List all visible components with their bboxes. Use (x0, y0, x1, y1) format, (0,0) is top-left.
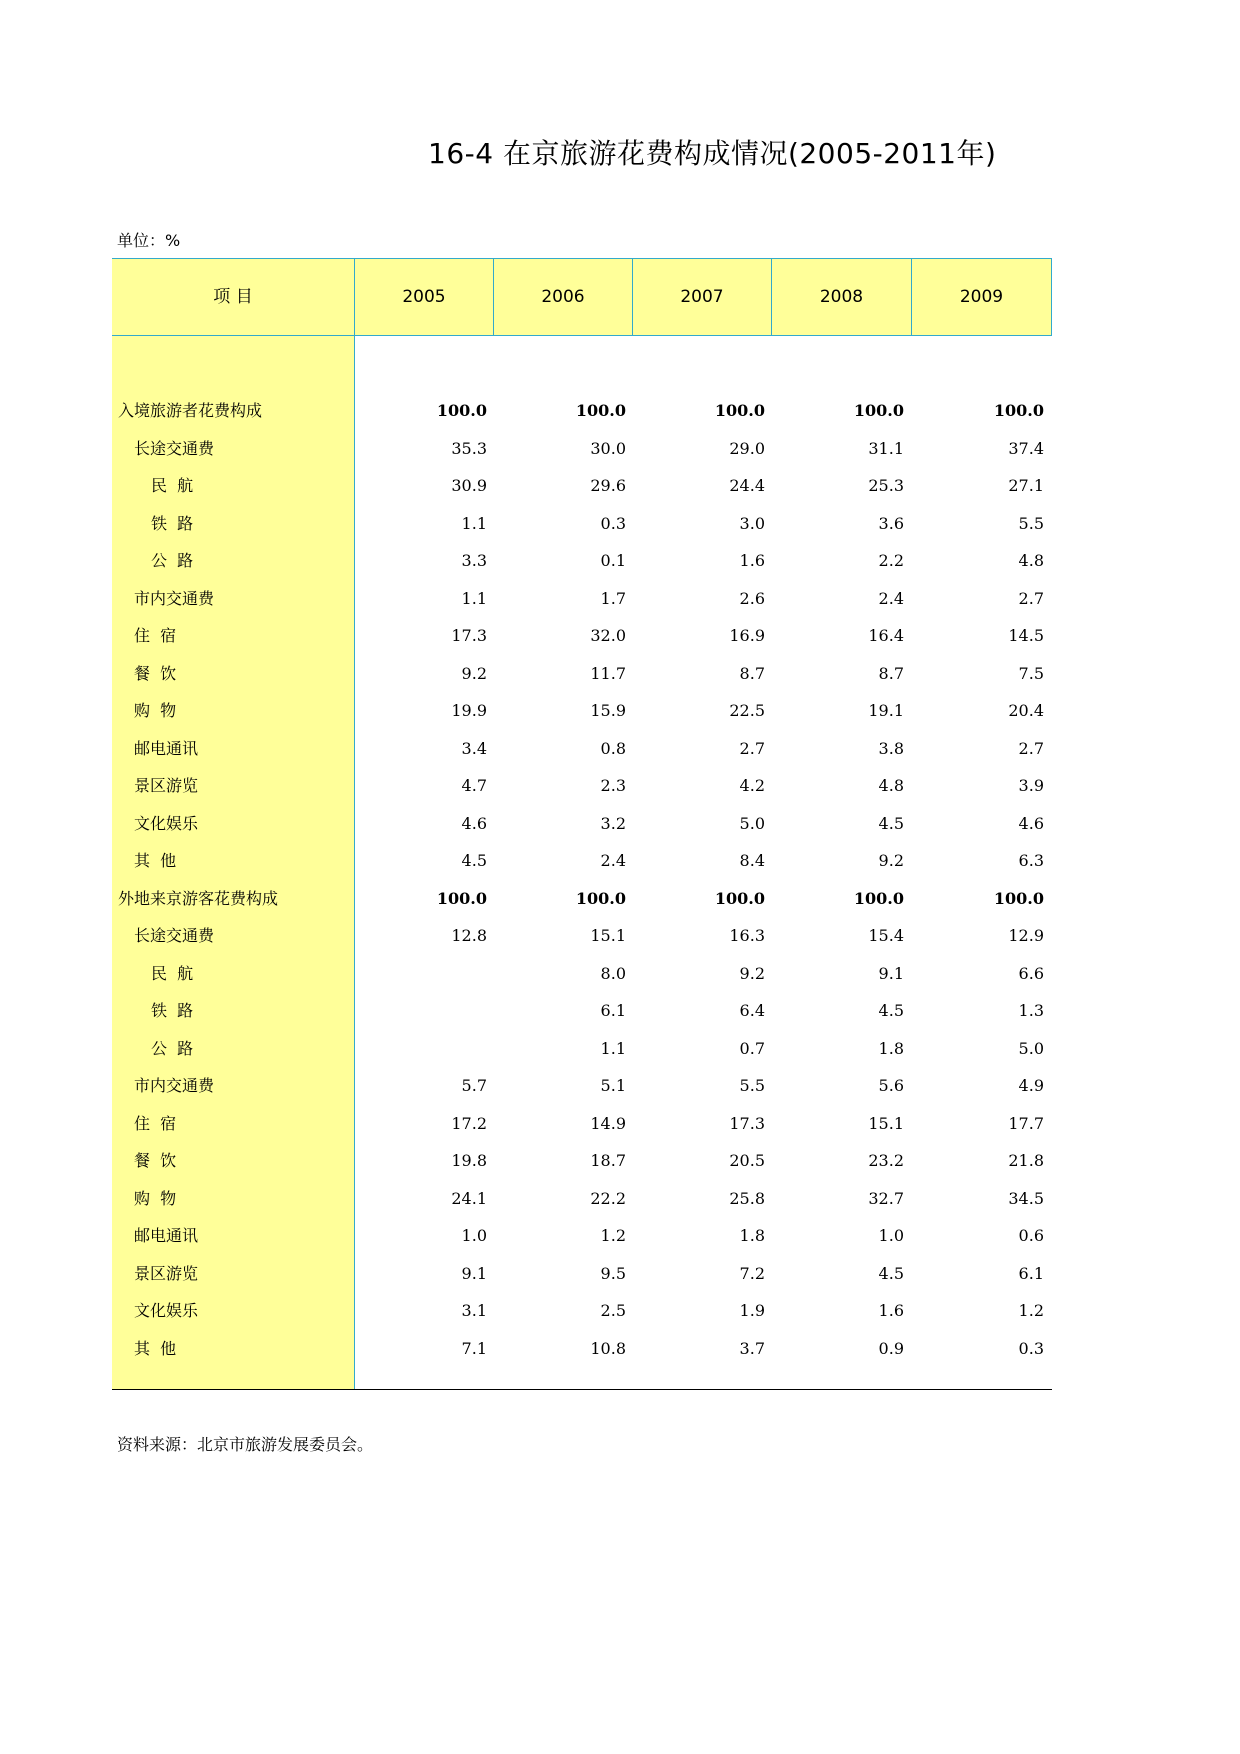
cell-2008: 19.1 (868, 701, 904, 720)
cell-2006: 2.4 (600, 851, 626, 870)
cell-2006: 1.1 (600, 1038, 626, 1058)
cell-2005: 4.5 (461, 851, 487, 870)
cell-2008: 16.4 (868, 626, 904, 645)
header-year-2006: 2006 (493, 259, 632, 335)
cell-2009: 34.5 (1008, 1188, 1044, 1208)
cell-2008: 0.9 (878, 1338, 904, 1358)
cell-2006: 0.8 (600, 738, 626, 758)
cell-2007: 16.9 (729, 626, 765, 645)
header-item: 项 目 (213, 287, 253, 307)
cell-2007: 4.2 (739, 776, 765, 795)
cell-2007: 25.8 (729, 1188, 765, 1208)
cell-2006: 10.8 (590, 1338, 626, 1358)
row-label: 民 航 (151, 963, 194, 983)
cell-2009: 21.8 (1008, 1151, 1044, 1170)
header-year-2005: 2005 (354, 259, 493, 335)
row-label: 餐 饮 (134, 1151, 177, 1170)
row-label: 其 他 (134, 851, 177, 870)
cell-2009: 3.9 (1018, 776, 1044, 795)
page-title: 16-4 在京旅游花费构成情况(2005-2011年) (428, 137, 997, 170)
cell-2008: 100.0 (853, 888, 904, 908)
row-label: 住 宿 (134, 626, 177, 645)
cell-2008: 4.5 (878, 1001, 904, 1020)
cell-2005: 9.1 (461, 1263, 487, 1283)
cell-2009: 14.5 (1008, 626, 1044, 645)
row-label: 购 物 (134, 1188, 177, 1208)
unit-label: 单位：% (117, 231, 181, 250)
cell-2008: 31.1 (868, 438, 904, 458)
table-row (112, 1255, 1052, 1292)
cell-2007: 29.0 (729, 438, 765, 458)
cell-2007: 8.7 (739, 663, 765, 683)
cell-2009: 0.3 (1018, 1338, 1044, 1358)
cell-2008: 4.5 (878, 1263, 904, 1283)
table-row (112, 430, 1052, 467)
cell-2007: 9.2 (739, 963, 765, 983)
cell-2009: 2.7 (1018, 588, 1044, 608)
cell-2008: 2.4 (878, 588, 904, 608)
row-label: 长途交通费 (134, 926, 215, 945)
table-row (112, 467, 1052, 504)
cell-2007: 8.4 (739, 851, 765, 870)
cell-2005: 17.2 (451, 1113, 487, 1133)
cell-2006: 6.1 (600, 1001, 626, 1020)
cell-2009: 20.4 (1008, 701, 1044, 720)
cell-2006: 22.2 (590, 1188, 626, 1208)
cell-2008: 100.0 (853, 401, 904, 420)
cell-2005: 1.0 (461, 1226, 487, 1245)
cell-2005: 4.6 (461, 813, 487, 833)
cell-2005: 100.0 (436, 401, 487, 420)
cell-2007: 1.6 (739, 551, 765, 570)
cell-2006: 14.9 (590, 1113, 626, 1133)
cell-2007: 1.9 (739, 1301, 765, 1320)
cell-2009: 17.7 (1008, 1113, 1044, 1133)
table-row (112, 692, 1052, 729)
cell-2005: 17.3 (451, 626, 487, 645)
cell-2007: 3.7 (739, 1338, 765, 1358)
cell-2006: 15.9 (590, 701, 626, 720)
table-row (112, 730, 1052, 767)
cell-2007: 7.2 (739, 1263, 765, 1283)
cell-2008: 9.1 (878, 963, 904, 983)
cell-2006: 100.0 (575, 888, 626, 908)
cell-2006: 0.3 (600, 513, 626, 533)
cell-2005: 12.8 (451, 926, 487, 945)
cell-2005: 100.0 (436, 888, 487, 908)
cell-2008: 9.2 (878, 851, 904, 870)
cell-2008: 32.7 (868, 1188, 904, 1208)
cell-2006: 0.1 (600, 551, 626, 570)
row-label: 住 宿 (134, 1113, 177, 1133)
cell-2007: 24.4 (729, 476, 765, 495)
cell-2007: 16.3 (729, 926, 765, 945)
cell-2006: 8.0 (600, 963, 626, 983)
cell-2006: 2.5 (600, 1301, 626, 1320)
cell-2006: 3.2 (600, 813, 626, 833)
cell-2009: 5.0 (1018, 1038, 1044, 1058)
source-note: 资料来源：北京市旅游发展委员会。 (117, 1435, 374, 1454)
row-label: 景区游览 (134, 1263, 199, 1283)
cell-2008: 25.3 (868, 476, 904, 495)
cell-2009: 37.4 (1008, 438, 1044, 458)
cell-2008: 1.6 (878, 1301, 904, 1320)
cell-2005: 24.1 (451, 1188, 487, 1208)
cell-2007: 100.0 (714, 401, 765, 420)
cell-2009: 12.9 (1008, 926, 1044, 945)
row-label: 公 路 (151, 1038, 194, 1058)
table-row (112, 1330, 1052, 1367)
row-label: 公 路 (151, 551, 194, 570)
cell-2007: 2.6 (739, 588, 765, 608)
cell-2006: 5.1 (600, 1076, 626, 1095)
cell-2008: 4.8 (878, 776, 904, 795)
cell-2007: 1.8 (739, 1226, 765, 1245)
header-year-2009: 2009 (911, 259, 1052, 335)
cell-2005: 3.1 (461, 1301, 487, 1320)
cell-2005: 4.7 (461, 776, 487, 795)
row-label: 景区游览 (134, 776, 199, 795)
cell-2005: 30.9 (451, 476, 487, 495)
table-row (112, 992, 1052, 1029)
row-label: 邮电通讯 (134, 738, 199, 758)
row-label: 餐 饮 (134, 663, 177, 683)
row-label: 购 物 (134, 701, 177, 720)
table-row (112, 655, 1052, 692)
row-label: 市内交通费 (134, 588, 215, 608)
cell-2009: 1.3 (1018, 1001, 1044, 1020)
cell-2007: 22.5 (729, 701, 765, 720)
header-year-2007: 2007 (632, 259, 771, 335)
cell-2008: 15.4 (868, 926, 904, 945)
cell-2006: 29.6 (590, 476, 626, 495)
cell-2008: 4.5 (878, 813, 904, 833)
cell-2007: 2.7 (739, 738, 765, 758)
cell-2009: 4.8 (1018, 551, 1044, 570)
table-row (112, 917, 1052, 954)
cell-2009: 100.0 (993, 401, 1044, 420)
cell-2008: 1.0 (878, 1226, 904, 1245)
row-label: 邮电通讯 (134, 1226, 199, 1245)
table-row (112, 767, 1052, 804)
table-row (112, 880, 1052, 917)
cell-2005: 35.3 (451, 438, 487, 458)
row-label: 长途交通费 (134, 438, 215, 458)
table-row (112, 1105, 1052, 1142)
cell-2006: 100.0 (575, 401, 626, 420)
cell-2007: 0.7 (739, 1038, 765, 1058)
cell-2009: 1.2 (1018, 1301, 1044, 1320)
cell-2009: 7.5 (1018, 663, 1044, 683)
row-label: 其 他 (134, 1338, 177, 1358)
row-label: 文化娱乐 (134, 1301, 199, 1320)
cell-2008: 15.1 (868, 1113, 904, 1133)
cell-2009: 6.6 (1018, 963, 1044, 983)
cell-2006: 1.7 (600, 588, 626, 608)
cell-2009: 100.0 (993, 888, 1044, 908)
cell-2008: 23.2 (868, 1151, 904, 1170)
cell-2009: 6.3 (1018, 851, 1044, 870)
table-row (112, 580, 1052, 617)
table-row (112, 1030, 1052, 1067)
cell-2005: 9.2 (461, 663, 487, 683)
cell-2009: 4.6 (1018, 813, 1044, 833)
cell-2009: 2.7 (1018, 738, 1044, 758)
header-year-2008: 2008 (771, 259, 911, 335)
cell-2009: 4.9 (1018, 1076, 1044, 1095)
cell-2006: 11.7 (590, 663, 626, 683)
cell-2009: 0.6 (1018, 1226, 1044, 1245)
cell-2008: 5.6 (878, 1076, 904, 1095)
cell-2006: 2.3 (600, 776, 626, 795)
table-row (112, 1292, 1052, 1329)
table-row (112, 617, 1052, 654)
cell-2005: 1.1 (461, 588, 487, 608)
cell-2006: 30.0 (590, 438, 626, 458)
data-table (112, 258, 1052, 1390)
table-row (112, 392, 1052, 429)
cell-2007: 5.0 (739, 813, 765, 833)
cell-2008: 2.2 (878, 551, 904, 570)
row-label: 民 航 (151, 476, 194, 495)
table-row (112, 505, 1052, 542)
table-row (112, 955, 1052, 992)
cell-2008: 8.7 (878, 663, 904, 683)
cell-2007: 6.4 (739, 1001, 765, 1020)
cell-2008: 3.6 (878, 513, 904, 533)
row-label: 外地来京游客花费构成 (118, 888, 279, 908)
cell-2009: 27.1 (1008, 476, 1044, 495)
cell-2009: 5.5 (1018, 513, 1044, 533)
table-row (112, 542, 1052, 579)
row-label: 铁 路 (151, 1001, 194, 1020)
cell-2006: 15.1 (590, 926, 626, 945)
cell-2005: 19.8 (451, 1151, 487, 1170)
cell-2005: 5.7 (461, 1076, 487, 1095)
cell-2005: 19.9 (451, 701, 487, 720)
cell-2007: 3.0 (739, 513, 765, 533)
cell-2005: 3.3 (461, 551, 487, 570)
cell-2006: 9.5 (600, 1263, 626, 1283)
cell-2008: 3.8 (878, 738, 904, 758)
cell-2009: 6.1 (1018, 1263, 1044, 1283)
cell-2006: 32.0 (590, 626, 626, 645)
row-label: 市内交通费 (134, 1076, 215, 1095)
cell-2005: 1.1 (461, 513, 487, 533)
row-label: 铁 路 (151, 513, 194, 533)
cell-2006: 1.2 (600, 1226, 626, 1245)
cell-2005: 7.1 (461, 1338, 487, 1358)
cell-2007: 20.5 (729, 1151, 765, 1170)
cell-2007: 5.5 (739, 1076, 765, 1095)
table-bottom-border (112, 1389, 1052, 1390)
cell-2008: 1.8 (878, 1038, 904, 1058)
table-row (112, 1067, 1052, 1104)
cell-2006: 18.7 (590, 1151, 626, 1170)
table-header (112, 258, 1052, 336)
cell-2005: 3.4 (461, 738, 487, 758)
table-row (112, 1142, 1052, 1179)
cell-2007: 17.3 (729, 1113, 765, 1133)
cell-2007: 100.0 (714, 888, 765, 908)
table-row (112, 1217, 1052, 1254)
row-label: 文化娱乐 (134, 813, 199, 833)
table-row (112, 805, 1052, 842)
table-row (112, 842, 1052, 879)
row-label: 入境旅游者花费构成 (118, 401, 263, 420)
table-row (112, 1180, 1052, 1217)
